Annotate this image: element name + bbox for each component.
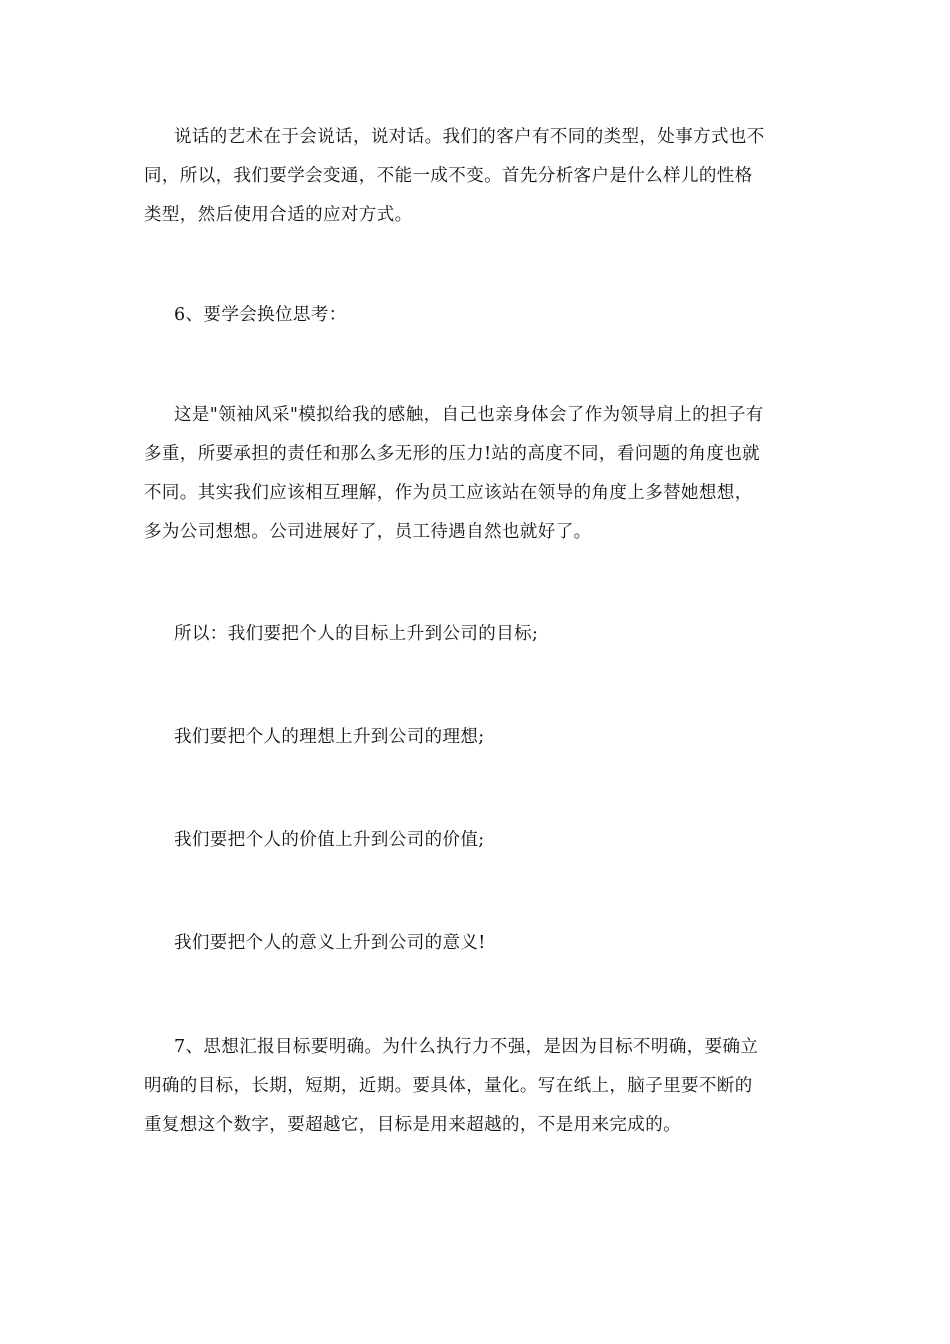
text-line: 这是"领袖风采"模拟给我的感触，自己也亲身体会了作为领导肩上的担子有	[174, 405, 764, 425]
text-line: 7、思想汇报目标要明确。为什么执行力不强，是因为目标不明确，要确立	[174, 1037, 759, 1057]
text-line: 我们要把个人的意义上升到公司的意义!	[174, 933, 486, 953]
text-line: 多重，所要承担的责任和那么多无形的压力!站的高度不同，看问题的角度也就	[144, 444, 761, 464]
paragraph-communication-art	[144, 118, 812, 235]
heading-item-6	[144, 296, 812, 335]
text-line: 6、要学会换位思考：	[174, 305, 347, 325]
text-line: 我们要把个人的价值上升到公司的价值;	[174, 830, 485, 850]
text-line: 同，所以，我们要学会变通，不能一成不变。首先分析客户是什么样儿的性格	[144, 166, 753, 186]
paragraph-meaning-statement	[144, 924, 812, 963]
text-line: 类型，然后使用合适的应对方式。	[144, 205, 413, 225]
text-line: 不同。其实我们应该相互理解，作为员工应该站在领导的角度上多替她想想，	[144, 483, 753, 503]
text-line: 明确的目标，长期，短期，近期。要具体，量化。写在纸上，脑子里要不断的	[144, 1076, 753, 1096]
paragraph-goal-statement	[144, 615, 812, 654]
text-line: 重复想这个数字，要超越它，目标是用来超越的，不是用来完成的。	[144, 1115, 681, 1135]
text-line: 我们要把个人的理想上升到公司的理想;	[174, 727, 485, 747]
paragraph-item-7-goals	[144, 1028, 812, 1145]
text-line: 多为公司想想。公司进展好了，员工待遇自然也就好了。	[144, 522, 592, 542]
text-line: 说话的艺术在于会说话，说对话。我们的客户有不同的类型，处事方式也不	[174, 127, 765, 147]
paragraph-value-statement	[144, 821, 812, 860]
paragraph-ideal-statement	[144, 718, 812, 757]
text-line: 所以：我们要把个人的目标上升到公司的目标;	[174, 624, 539, 644]
paragraph-leadership-reflection	[144, 396, 812, 552]
